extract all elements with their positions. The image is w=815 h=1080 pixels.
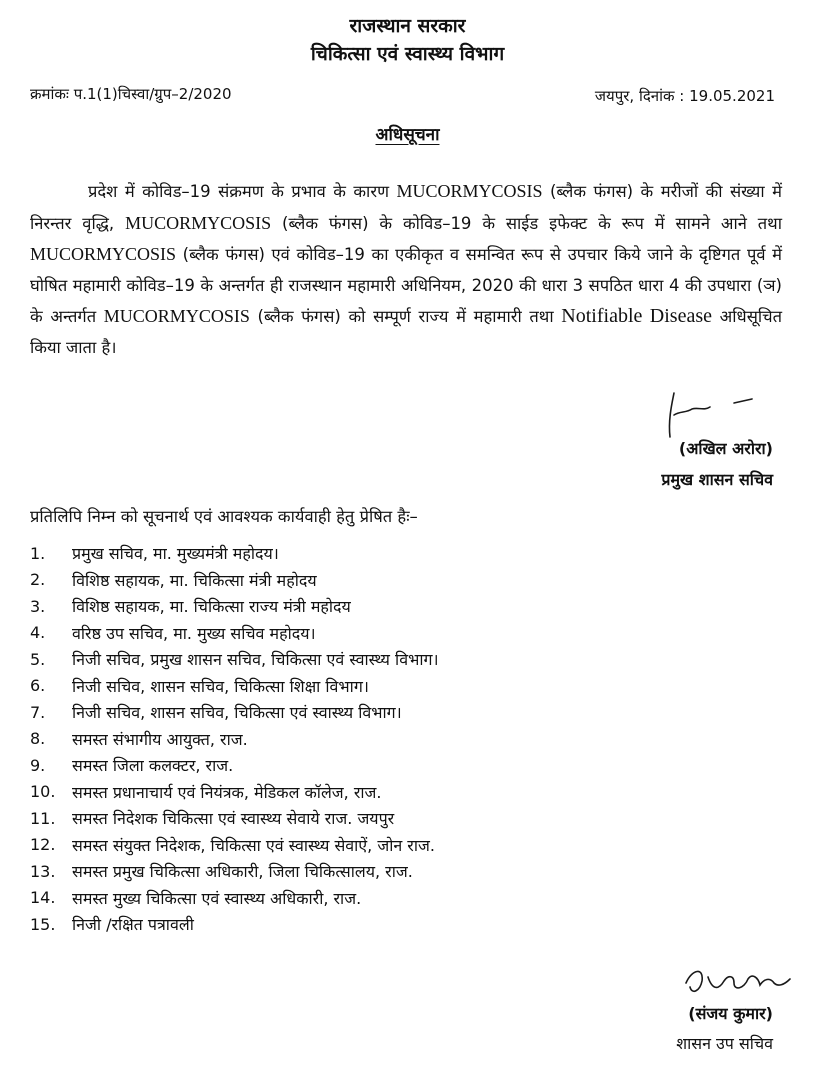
list-item <box>30 858 790 885</box>
list-item-text: विशिष्ठ सहायक, मा. चिकित्सा राज्य मंत्री महोदय <box>72 597 351 617</box>
signature-1-mark <box>648 385 768 440</box>
list-item <box>30 699 790 726</box>
list-item-number: 12. <box>30 835 56 855</box>
list-item-text: निजी सचिव, शासन सचिव, चिकित्सा एवं स्वास्थ्य विभाग। <box>72 703 402 723</box>
government-heading: राजस्थान सरकार <box>349 15 466 37</box>
reference-number: क्रमांकः प.1(1)चिस्वा/ग्रुप–2/2020 <box>30 85 232 103</box>
notification-body <box>30 176 782 363</box>
list-item-text: विशिष्ठ सहायक, मा. चिकित्सा मंत्री महोदय <box>72 570 317 590</box>
list-item-number: 3. <box>30 596 46 616</box>
list-item-number: 9. <box>30 755 46 775</box>
body-term-5: Notifiable Disease <box>561 305 712 327</box>
list-item-number: 15. <box>30 914 56 934</box>
signatory-2-name: (संजय कुमार) <box>688 1004 773 1023</box>
list-item-text: समस्त प्रमुख चिकित्सा अधिकारी, जिला चिकित्सालय, राज. <box>72 862 413 882</box>
list-item-number: 1. <box>30 543 46 563</box>
list-item-number: 13. <box>30 861 56 881</box>
signatory-2-designation: शासन उप सचिव <box>676 1034 773 1053</box>
list-item-number: 14. <box>30 888 56 908</box>
list-item-number: 7. <box>30 702 46 722</box>
signatory-1-designation: प्रमुख शासन सचिव <box>661 470 773 489</box>
signature-2-mark <box>678 955 798 1005</box>
recipient-list <box>30 540 790 938</box>
list-item-text: वरिष्ठ उप सचिव, मा. मुख्य सचिव महोदय। <box>72 623 316 643</box>
body-term-4: MUCORMYCOSIS <box>103 306 250 326</box>
list-item <box>30 885 790 912</box>
body-term-1: MUCORMYCOSIS <box>396 181 543 201</box>
list-item-text: समस्त संयुक्त निदेशक, चिकित्सा एवं स्वास्थ्य सेवाऐं, जोन राज. <box>72 835 435 855</box>
list-item-number: 5. <box>30 649 46 669</box>
list-item <box>30 805 790 832</box>
list-item <box>30 673 790 700</box>
list-item <box>30 779 790 806</box>
list-item-text: निजी /रक्षित पत्रावली <box>72 915 194 935</box>
list-item-number: 11. <box>30 808 56 828</box>
list-item-text: समस्त जिला कलक्टर, राज. <box>72 756 234 776</box>
list-item-text: समस्त निदेशक चिकित्सा एवं स्वास्थ्य सेवाये राज. जयपुर <box>72 809 395 829</box>
list-item <box>30 646 790 673</box>
body-text-part5: (ब्लैक फंगस) को सम्पूर्ण राज्य में महामारी तथा <box>249 307 562 326</box>
body-text-part4: (ब्लैक फंगस) एवं कोविड–19 का एकीकृत व समन्वित रूप से उपचार किये जाने के दृष्टिगत पूर्व में घोषित महामारी कोविड–19 के अन्तर्गत ही राजस्थान महामारी अधिनियम, 2020 की धारा 3 सपठित धारा 4 की उपधारा (ञ) के अन्तर्गत <box>30 245 782 326</box>
signatory-1-name: (अखिल अरोरा) <box>678 439 773 458</box>
body-text-part2: (ब्लैक फंगस) के मरीजों की संख्या में निरन्तर वृद्धि, <box>30 182 782 233</box>
list-item <box>30 540 790 567</box>
list-item-number: 6. <box>30 676 46 696</box>
document-subject <box>0 122 815 145</box>
list-item-text: प्रमुख सचिव, मा. मुख्यमंत्री महोदय। <box>72 544 279 564</box>
list-item <box>30 832 790 859</box>
place-date: जयपुर, दिनांक : 19.05.2021 <box>594 87 775 105</box>
body-text-part3: (ब्लैक फंगस) के कोविड–19 के साईड इफेक्ट के रूप में सामने आने तथा <box>271 213 782 233</box>
list-item-number: 4. <box>30 623 46 643</box>
body-text-part1: प्रदेश में कोविड–19 संक्रमण के प्रभाव के कारण <box>88 182 397 201</box>
copy-to-heading: प्रतिलिपि निम्न को सूचनार्थ एवं आवश्यक कार्यवाही हेतु प्रेषित हैः– <box>30 507 418 526</box>
body-term-2: MUCORMYCOSIS <box>125 212 272 233</box>
list-item <box>30 567 790 594</box>
list-item-text: समस्त मुख्य चिकित्सा एवं स्वास्थ्य अधिकारी, राज. <box>72 888 362 908</box>
list-item <box>30 593 790 620</box>
list-item-text: समस्त प्रधानाचार्य एवं नियंत्रक, मेडिकल कॉलेज, राज. <box>72 782 382 802</box>
subject-text: अधिसूचना <box>375 125 440 145</box>
list-item <box>30 752 790 779</box>
list-item <box>30 911 790 938</box>
list-item-number: 10. <box>30 782 56 802</box>
list-item-text: समस्त संभागीय आयुक्त, राज. <box>72 729 248 749</box>
list-item-number: 2. <box>30 570 46 590</box>
list-item <box>30 726 790 753</box>
list-item-text: निजी सचिव, शासन सचिव, चिकित्सा शिक्षा विभाग। <box>72 676 369 696</box>
list-item-number: 8. <box>30 729 46 749</box>
list-item-text: निजी सचिव, प्रमुख शासन सचिव, चिकित्सा एवं स्वास्थ्य विभाग। <box>72 650 439 670</box>
list-item <box>30 620 790 647</box>
department-heading: चिकित्सा एवं स्वास्थ्य विभाग <box>310 43 505 65</box>
body-text-part6: अधिसूचित किया जाता है। <box>30 307 783 357</box>
body-term-3: MUCORMYCOSIS <box>30 244 177 264</box>
